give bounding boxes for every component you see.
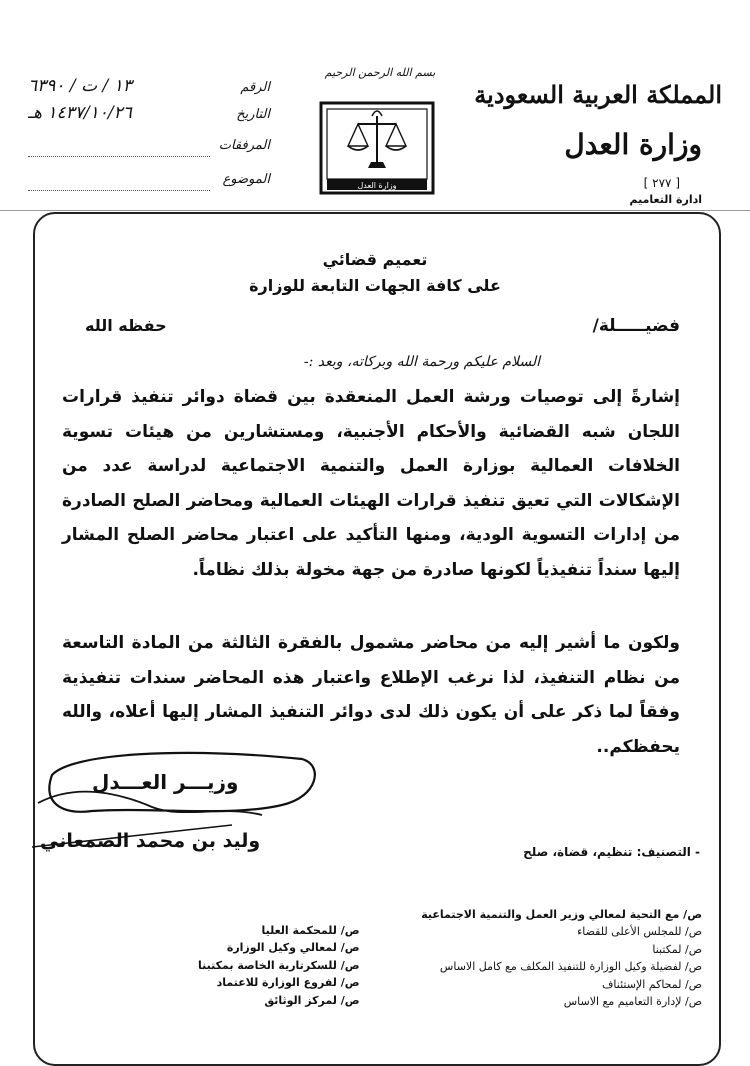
salutation: فضيـــــلة/ xyxy=(592,316,680,336)
copy-recipient: ص/ للمجلس الأعلى للقضاء xyxy=(577,925,702,939)
copy-recipient: ص/ مع التحية لمعالي وزير العمل والتنمية الاجتماعية xyxy=(421,908,702,921)
basmala: بسم الله الرحمن الرحيم xyxy=(324,66,436,79)
minister-title: وزيـــر العـــدل xyxy=(92,770,239,794)
copies-list-right xyxy=(421,906,702,1010)
classification: - التصنيف: تنظيم، قضاة، صلح xyxy=(523,845,700,859)
copy-recipient: ص/ للسكرتارية الخاصة بمكتبنا xyxy=(198,958,360,972)
body-paragraph-2: ولكون ما أشير إليه من محاضر مشمول بالفقرة الثالثة من المادة التاسعة من نظام التنفيذ، لذا نرغب الإطلاع واعتبار هذه المحاضر سندات تنفيذية وفقاً لما ذكر على أن يكون ذلك لدى دوائر التنفيذ المشار إليها أعلاه، والله يحفظكم.. xyxy=(62,633,680,757)
reference-number-value: ١٣ / ت / ٦٣٩٠ xyxy=(28,76,132,96)
minister-name: وليد بن محمد الصمعاني xyxy=(40,830,261,852)
attachments-label: المرفقات xyxy=(218,138,270,153)
kingdom-name: المملكة العربية السعودية xyxy=(474,80,722,109)
copies-list-left xyxy=(198,922,360,1009)
ministry-name: وزارة العدل xyxy=(564,128,702,161)
emblem-caption: وزارة العدل xyxy=(357,181,397,190)
date-label: التاريخ xyxy=(236,107,270,122)
date-value: ١٤٣٧/١٠/٢٦ هـ xyxy=(28,103,132,123)
copy-recipient: ص/ لمكتبنا xyxy=(652,942,702,956)
blessing: حفظه الله xyxy=(85,316,167,335)
copy-recipient: ص/ لفروع الوزارة للاعتماد xyxy=(216,976,360,990)
circular-recipients: على كافة الجهات التابعة للوزارة xyxy=(249,276,501,295)
copy-recipient: ص/ لمركز الوثائق xyxy=(264,993,360,1007)
subject-line xyxy=(28,190,210,191)
greeting: السلام عليكم ورحمة الله وبركاته، وبعد :- xyxy=(303,354,540,370)
circular-number: [ ٢٧٧ ] xyxy=(643,176,680,190)
copy-recipient: ص/ لمعالي وكيل الوزارة xyxy=(226,941,360,955)
circulars-department: ادارة التعاميم xyxy=(629,193,702,206)
copy-recipient: ص/ لمحاكم الإستئناف xyxy=(602,977,702,991)
circular-title: تعميم قضائي xyxy=(322,250,428,269)
subject-label: الموضوع xyxy=(222,172,270,187)
copy-recipient: ص/ للمحكمة العليا xyxy=(261,924,360,937)
copy-recipient: ص/ لإدارة التعاميم مع الاساس xyxy=(563,995,702,1009)
attachments-line xyxy=(28,156,210,157)
copy-recipient: ص/ لفضيلة وكيل الوزارة للتنفيذ المكلف مع كامل الاساس xyxy=(439,960,702,974)
body-paragraph-1: إشارةً إلى توصيات ورشة العمل المنعقدة بين قضاة دوائر تنفيذ قرارات اللجان شبه القضائية والأحكام الأجنبية، ومستشارين من هيئات تسوية الخلافات العمالية بوزارة العمل والتنمية الاجتماعية لدراسة عدد من الإشكالات التي تعيق تنفيذ قرارات الهيئات العمالية ومحاضر الصلح الصادرة من إدارات التسوية الودية، ومنها التأكيد على اعتبار محاضر الصلح المشار إليها سنداً تنفيذياً لكونها صادرة من جهة مخولة بذلك نظاماً. xyxy=(62,387,680,580)
ministry-emblem-icon xyxy=(318,100,436,196)
reference-number-label: الرقم xyxy=(240,80,270,95)
header-divider xyxy=(0,210,750,211)
